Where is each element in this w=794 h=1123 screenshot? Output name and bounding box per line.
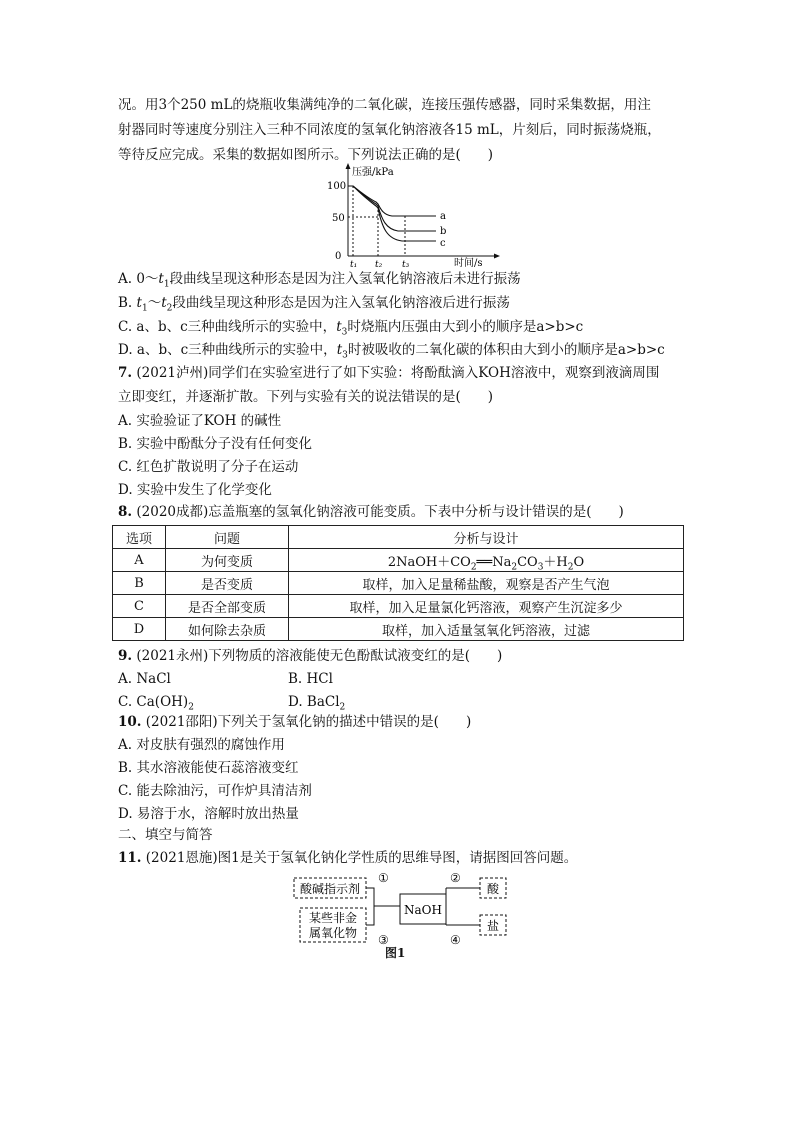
naoh-label: NaOH: [404, 903, 442, 917]
curve-label-b: b: [440, 226, 447, 237]
table-cell: 为何变质: [166, 549, 289, 572]
y-tick-50: 50: [332, 213, 345, 224]
x-axis-arrow-icon: [494, 254, 500, 259]
x-axis-label: 时间/s: [454, 258, 483, 269]
x-tick-t2: t₂: [375, 260, 383, 270]
q8-number: 8.: [118, 504, 133, 520]
q10-option-b: B. 其水溶液能使石蕊溶液变红: [118, 760, 299, 776]
pressure-time-graph: [326, 160, 506, 270]
table-cell: 是否变质: [166, 572, 289, 595]
table-row: [113, 595, 684, 618]
q9-option-d: D. BaCl$_2$: [288, 694, 346, 713]
naoh-mind-map: [290, 868, 510, 946]
table-cell: 取样，加入适量氢氧化钙溶液，过滤: [289, 618, 684, 641]
q10-stem: 10. (2021邵阳)下列关于氢氧化钠的描述中错误的是( ): [118, 714, 472, 730]
acid-label: 酸: [486, 882, 500, 896]
q6-option-a: A. $0\sim t_1$段曲线呈现这种形态是因为注入氢氧化钠溶液后未进行振荡: [118, 271, 521, 290]
table-cell: 是否全部变质: [166, 595, 289, 618]
table-cell-equation: $2NaOH+CO_2══Na_2CO_3+H_2O$: [289, 549, 684, 572]
q6-option-b: B. $t_1\sim t_2$段曲线呈现这种形态是因为注入氢氧化钠溶液后进行振荡: [118, 295, 510, 314]
q9-stem: 9. (2021永州)下列物质的溶液能使无色酚酞试液变红的是( ): [118, 648, 503, 664]
table-cell: 取样，加入足量氯化钙溶液，观察产生沉淀多少: [289, 595, 684, 618]
circled-2: ②: [450, 871, 461, 885]
table-cell: A: [113, 549, 166, 572]
q10-option-d: D. 易溶于水，溶解时放出热量: [118, 806, 299, 822]
x-tick-t1: t₁: [350, 260, 358, 270]
q6-stem-line2: 射器同时等速度分别注入三种不同浓度的氢氧化钠溶液各15 mL，片刻后，同时振荡烧瓶，: [118, 122, 661, 138]
figure-caption: 图1: [385, 946, 406, 960]
q8-stem: 8. (2020成都)忘盖瓶塞的氢氧化钠溶液可能变质。下表中分析与设计错误的是( ): [118, 504, 624, 520]
y-tick-0: 0: [335, 251, 342, 262]
table-cell: 取样，加入足量稀盐酸，观察是否产生气泡: [289, 572, 684, 595]
q9-number: 9.: [118, 648, 133, 664]
q10-option-a: A. 对皮肤有强烈的腐蚀作用: [118, 737, 285, 753]
equals-arrow: ══: [476, 554, 493, 570]
table-cell: D: [113, 618, 166, 641]
nonmetal-oxide-label-2: 属氧化物: [308, 926, 358, 940]
q11-number: 11.: [118, 850, 142, 866]
table-header-cell: 分析与设计: [289, 526, 684, 549]
q6-option-c: C. a、b、c三种曲线所示的实验中，$t_3$时烧瓶内压强由大到小的顺序是a>b>c: [118, 319, 584, 338]
salt-label: 盐: [486, 919, 500, 933]
table-cell: B: [113, 572, 166, 595]
y-axis-label: 压强/kPa: [352, 167, 394, 178]
q7-stem-line1: 7. (2021泸州)同学们在实验室进行了如下实验：将酚酞滴入KOH溶液中，观察到液滴周围: [118, 365, 660, 381]
nonmetal-oxide-label-1: 某些非金: [308, 911, 358, 925]
q6-stem-line1: 况。用3个250 mL的烧瓶收集满纯净的二氧化碳，连接压强传感器，同时采集数据，用注: [118, 97, 651, 113]
q7-option-c: C. 红色扩散说明了分子在运动: [118, 459, 299, 475]
q7-stem-line2: 立即变红，并逐渐扩散。下列与实验有关的说法错误的是( ): [118, 389, 494, 405]
curve-b: [348, 186, 436, 231]
curve-c: [348, 186, 436, 241]
curve-a: [348, 186, 436, 216]
q7-option-a: A. 实验验证了KOH 的碱性: [118, 413, 282, 429]
q8-table: [112, 525, 684, 641]
table-header-cell: 问题: [166, 526, 289, 549]
q10-number: 10.: [118, 714, 142, 730]
table-cell: 如何除去杂质: [166, 618, 289, 641]
q9-option-b: B. HCl: [288, 671, 333, 687]
q7-number: 7.: [118, 365, 133, 381]
table-row: [113, 618, 684, 641]
q9-option-a: A. NaCl: [118, 671, 171, 687]
circled-3: ③: [378, 933, 389, 946]
curve-label-c: c: [440, 238, 446, 249]
y-tick-100: 100: [327, 181, 347, 192]
table-row: [113, 572, 684, 595]
q11-stem: 11. (2021恩施)图1是关于氢氧化钠化学性质的思维导图，请据图回答问题。: [118, 850, 578, 866]
circled-4: ④: [450, 933, 461, 946]
q7-option-b: B. 实验中酚酞分子没有任何变化: [118, 436, 313, 452]
q7-option-d: D. 实验中发生了化学变化: [118, 482, 272, 498]
table-cell: C: [113, 595, 166, 618]
curve-label-a: a: [440, 211, 446, 222]
x-tick-t3: t₃: [402, 260, 410, 270]
q6-option-d: D. a、b、c三种曲线所示的实验中，$t_3$时被吸收的二氧化碳的体积由大到小的顺序是a>b>c: [118, 342, 665, 361]
q6-stem-line3: 等待反应完成。采集的数据如图所示。下列说法正确的是( ): [118, 147, 494, 163]
table-row: [113, 549, 684, 572]
indicator-label: 酸碱指示剂: [299, 882, 361, 896]
section-heading: 二、填空与简答: [118, 827, 213, 843]
table-header-cell: 选项: [113, 526, 166, 549]
circled-1: ①: [378, 871, 389, 885]
table-header-row: [113, 526, 684, 549]
y-axis-arrow-icon: [346, 163, 351, 169]
q10-option-c: C. 能去除油污，可作炉具清洁剂: [118, 783, 312, 799]
q9-option-c: C. $Ca(OH)_2$: [118, 694, 194, 713]
